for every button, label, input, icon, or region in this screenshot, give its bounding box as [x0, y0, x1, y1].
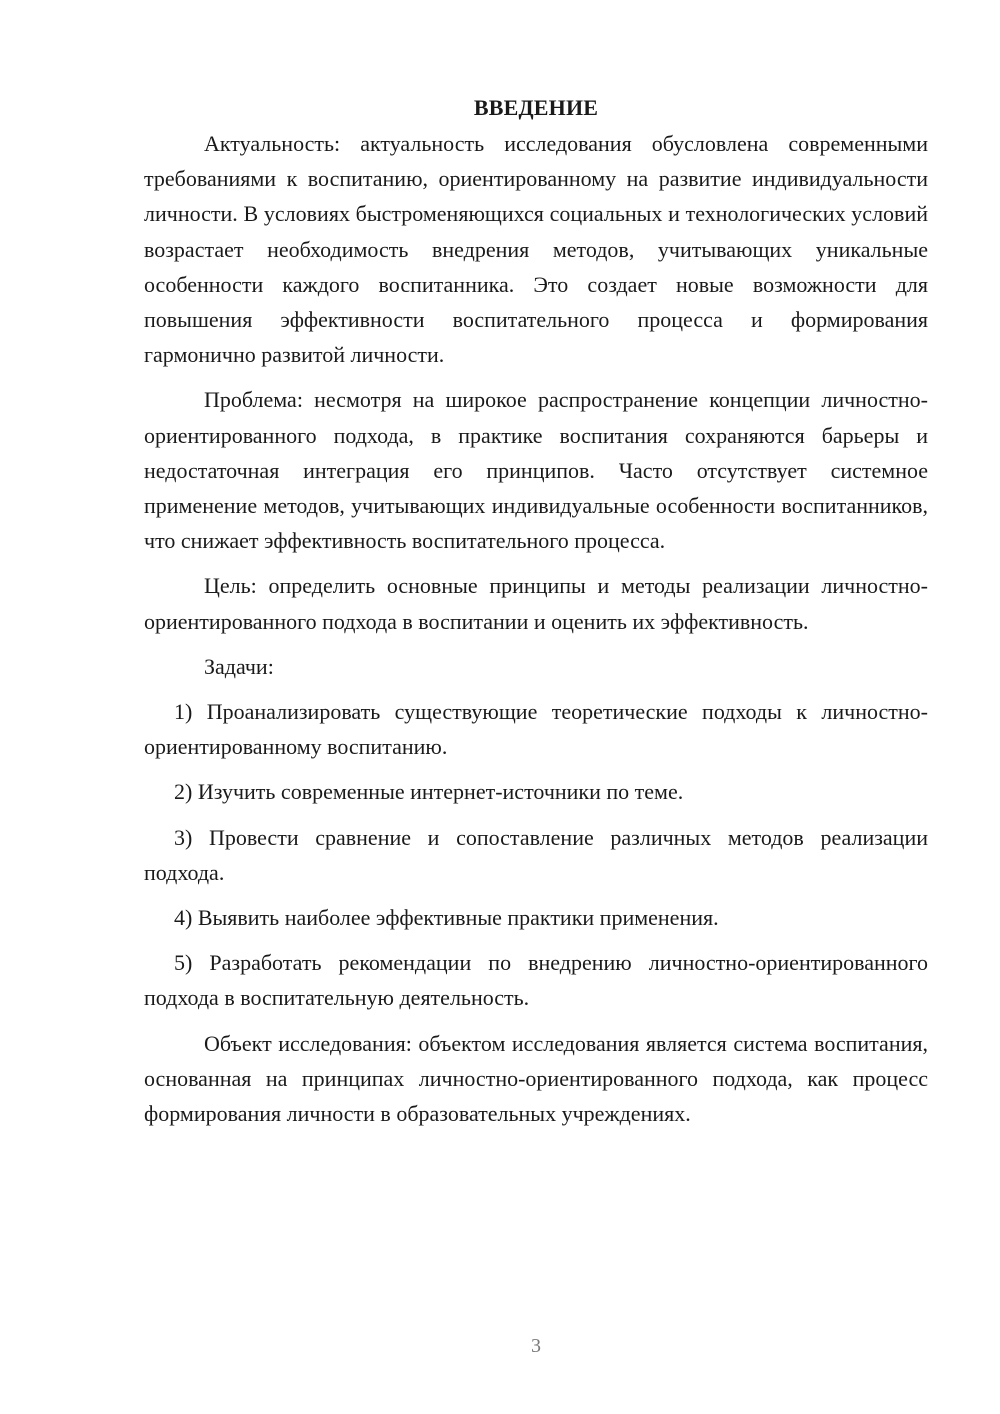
task-item-2: 2) Изучить современные интернет-источники по теме.	[174, 779, 684, 805]
paragraph-goal: Цель: определить основные принципы и методы реализации личностно-ориентированного подхода в воспитании и оценить их эффективность.	[144, 573, 928, 634]
task-item-4: 4) Выявить наиболее эффективные практики применения.	[174, 905, 719, 931]
task-item-3: 3) Провести сравнение и сопоставление различных методов реализации подхода.	[144, 824, 928, 885]
task-item-1: 1) Проанализировать существующие теоретические подходы к личностно-ориентированному воспитанию.	[144, 699, 928, 760]
task-item-5: 5) Разработать рекомендации по внедрению личностно-ориентированного подхода в воспитательную деятельность.	[144, 950, 928, 1011]
section-heading: ВВЕДЕНИЕ	[473, 95, 599, 120]
page-number: 3	[531, 1335, 541, 1357]
paragraph-relevance: Актуальность: актуальность исследования обусловлена современными требованиями к воспитанию, ориентированному на развитие индивидуальности личности. В условиях быстроменяющихся социальных и технологических условий возрастает необходимость внедрения методов, учитывающих уникальные особенности каждого воспитанника. Это создает новые возможности для повышения эффективности воспитательного процесса и формирования гармонично развитой личности.	[144, 131, 928, 368]
document-page	[144, 90, 928, 1131]
paragraph-object: Объект исследования: объектом исследования является система воспитания, основанная на принципах личностно-ориентированного подхода, как процесс формирования личности в образовательных учреждениях.	[144, 1030, 928, 1127]
paragraph-problem: Проблема: несмотря на широкое распространение концепции личностно-ориентированного подхода, в практике воспитания сохраняются барьеры и недостаточная интеграция его принципов. Часто отсутствует системное применение методов, учитывающих индивидуальные особенности воспитанников, что снижает эффективность воспитательного процесса.	[144, 387, 928, 554]
tasks-label: Задачи:	[204, 653, 274, 679]
